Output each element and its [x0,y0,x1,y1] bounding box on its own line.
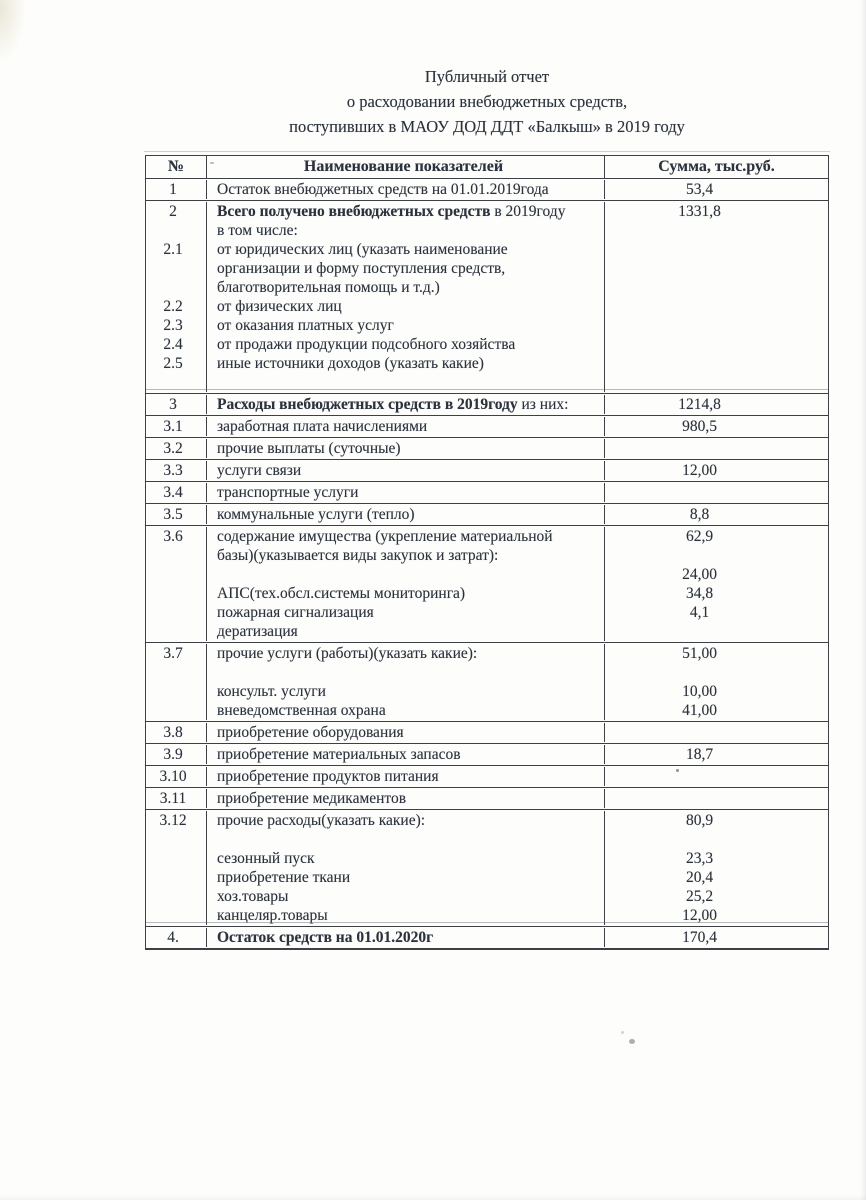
row-number-line [146,701,200,720]
amount-line [605,278,794,297]
amount-line [605,622,794,641]
row-number-line: 3 [169,396,177,413]
amount-line: 51,00 [682,645,717,662]
row-number-line: 2.1 [163,241,183,258]
indicator-name-line: базы)(указывается виды закупок и затрат): [217,547,499,564]
table-row [146,504,828,526]
row-number-cell [146,505,207,524]
indicator-name-cell [207,439,605,458]
indicator-name-cell [207,395,605,414]
row-number-line: 3.10 [159,768,187,785]
amount-cell [605,180,828,199]
indicator-name-line: хоз.товары [217,888,289,905]
row-number-cell [146,527,207,641]
table-row [146,927,828,948]
indicator-name-line [217,830,600,849]
indicator-name-line: от юридических лиц (указать наименование [217,241,508,258]
amount-cell [605,461,828,480]
row-number-line: 3.7 [163,645,183,662]
indicator-name-line: приобретение оборудования [217,724,404,741]
row-number-line: 3.1 [163,418,183,435]
indicator-name-line: Остаток средств на 01.01.2020г [217,929,434,946]
table-row [146,416,828,438]
indicator-name-cell [207,505,605,524]
amount-line [605,316,794,335]
row-number-cell [146,439,207,458]
amount-line [605,789,794,808]
row-number-line: 3.2 [163,440,183,457]
table-row [146,394,828,416]
table-row [146,643,828,722]
amount-line [605,546,794,565]
indicator-name-line: канцеляр.товары [217,907,328,924]
row-number-line: 2 [169,203,177,220]
amount-cell [605,483,828,502]
row-number-cell [146,180,207,199]
row-number-cell [146,745,207,764]
amount-line: 41,00 [682,702,717,719]
row-number-line: 3.3 [163,462,183,479]
amount-cell [605,928,828,947]
row-number-cell [146,789,207,808]
row-number-line: 2.2 [163,298,183,315]
indicator-name-line [217,663,600,682]
row-number-line [146,830,200,849]
row-number-line [146,868,200,887]
indicator-name-line: Остаток внебюджетных средств на 01.01.2019года [217,181,549,198]
row-number-line: 3.12 [159,812,187,829]
header-number: № [146,156,207,178]
row-number-line: 3.4 [163,484,183,501]
amount-line: 170,4 [682,929,717,946]
row-number-line [146,584,200,603]
row-number-line: 3.5 [163,506,183,523]
amount-line: 62,9 [685,528,714,545]
amount-cell [605,417,828,436]
indicator-name-cell [207,928,605,947]
indicator-name-cell [207,483,605,502]
table-row [146,460,828,482]
amount-line: 980,5 [682,418,717,435]
indicator-name-line: вневедомственная охрана [217,702,386,719]
amount-line: 12,00 [682,907,717,924]
scan-speck [629,1039,635,1044]
row-number-cell [146,461,207,480]
amount-cell [605,644,828,720]
indicator-name-cell [207,202,605,392]
indicator-name-line: в том числе: [217,222,298,239]
amount-line [605,439,794,458]
table-row [146,438,828,460]
indicator-name-cell [207,417,605,436]
amount-line [605,335,794,354]
amount-line [605,830,794,849]
indicator-name-line: прочие услуги (работы)(указать какие): [217,645,478,662]
indicator-name-line: благотворительная помощь и т.д.) [217,279,440,296]
row-number-cell [146,767,207,786]
amount-cell [605,202,828,392]
indicator-name-line: иные источники доходов (указать какие) [217,355,484,372]
indicator-name-line: прочие расходы(указать какие): [217,812,426,829]
amount-line: 10,00 [682,683,717,700]
table-row [146,526,828,643]
amount-line [605,483,794,502]
row-number-line: 2.5 [163,355,183,372]
amount-line: 24,00 [682,566,717,583]
amount-line [605,297,794,316]
table-row [146,788,828,810]
row-number-line [146,221,200,240]
indicator-name-cell [207,789,605,808]
amount-line: 53,4 [685,181,714,198]
report-title [120,64,854,139]
row-number-line: 3.8 [163,724,183,741]
amount-line: 8,8 [689,506,710,523]
indicator-name-line: приобретение материальных запасов [217,746,461,763]
indicator-name-line: от оказания платных услуг [217,317,394,334]
table-row [146,179,828,201]
row-number-line [146,849,200,868]
row-number-cell [146,928,207,947]
amount-line: 18,7 [685,746,714,763]
amount-line [605,259,794,278]
table-row [146,744,828,766]
row-number-cell [146,417,207,436]
row-number-line [146,603,200,622]
amount-cell [605,789,828,808]
header-indicator-name: Наименование показателей [207,156,605,178]
table-row [146,482,828,504]
report-title-line-1: Публичный отчет [424,67,550,86]
indicator-name-line [217,565,600,584]
scan-smudge-corner [0,0,26,64]
indicator-name-cell [207,180,605,199]
indicator-name-line: консульт. услуги [217,683,326,700]
row-number-line [146,278,200,297]
indicator-name-line: пожарная сигнализация [217,604,374,621]
indicator-name-line: заработная плата начислениями [217,418,428,435]
amount-cell [605,505,828,524]
amount-cell [605,527,828,641]
indicator-name-cell [207,745,605,764]
amount-cell [605,811,828,925]
report-title-line-3: поступивших в МАОУ ДОД ДДТ «Балкыш» в 2019 году [289,117,685,136]
indicator-name-cell [207,767,605,786]
row-number-cell [146,395,207,414]
amount-line [605,240,794,259]
row-number-line [146,546,200,565]
amount-line [605,663,794,682]
row-number-line: 2.4 [163,336,183,353]
amount-line [605,767,794,786]
indicator-name-cell [207,461,605,480]
amount-line: 25,2 [685,888,714,905]
report-title-line-2: о расходовании внебюджетных средств, [346,92,628,111]
row-number-cell [146,202,207,392]
indicator-name-line: сезонный пуск [217,850,315,867]
amount-cell [605,745,828,764]
row-number-line [146,663,200,682]
amount-line: 4,1 [689,604,710,621]
row-number-line: 4. [167,929,179,946]
row-number-line [146,565,200,584]
row-number-line: 3.9 [163,746,183,763]
table-row [146,766,828,788]
report-table-body [146,179,828,948]
indicator-name-cell [207,811,605,925]
indicator-name-line: транспортные услуги [217,484,359,501]
indicator-name-cell [207,644,605,720]
row-number-line: 1 [169,181,177,198]
row-number-cell [146,644,207,720]
amount-cell [605,439,828,458]
amount-cell [605,723,828,742]
amount-cell [605,767,828,786]
amount-line [605,723,794,742]
indicator-name-line: услуги связи [217,462,302,479]
row-number-line [146,259,200,278]
indicator-name-cell [207,723,605,742]
table-row [146,810,828,927]
amount-line: 23,3 [685,850,714,867]
amount-line: 12,00 [682,462,717,479]
row-number-cell [146,723,207,742]
indicator-name-line: коммунальные услуги (тепло) [217,506,415,523]
table-header-row [146,156,828,179]
table-row [146,722,828,744]
indicator-name-line: содержание имущества (укрепление материальной [217,528,553,545]
amount-line: 1214,8 [678,396,721,413]
amount-cell [605,395,828,414]
amount-line: 1331,8 [678,203,721,220]
indicator-name-line: приобретение медикаментов [217,790,407,807]
indicator-name-line: организации и форму поступления средств, [217,260,506,277]
indicator-name-line: от физических лиц [217,298,342,315]
row-number-cell [146,483,207,502]
indicator-name-line: приобретение продуктов питания [217,768,439,785]
row-number-line: 3.6 [163,528,183,545]
indicator-name-cell [207,527,605,641]
row-number-cell [146,811,207,925]
amount-line: 20,4 [685,869,714,886]
amount-line [605,221,794,240]
header-sum: Сумма, тыс.руб. [658,158,775,175]
row-number-line [146,622,200,641]
indicator-name-line: приобретение ткани [217,869,351,886]
row-number-line [146,887,200,906]
indicator-name-line: АПС(тех.обсл.системы мониторинга) [217,585,466,602]
indicator-name-line: прочие выплаты (суточные) [217,440,401,457]
report-table [145,155,829,950]
indicator-name-line: Расходы внебюджетных средств в 2019году из них: [217,396,569,413]
amount-line: 80,9 [685,812,714,829]
amount-line [605,354,794,373]
scan-speck [621,1031,624,1034]
indicator-name-line: Всего получено внебюджетных средств в 2019году [217,203,566,220]
amount-line: 34,8 [685,585,714,602]
row-number-line [146,682,200,701]
row-number-line: 2.3 [163,317,183,334]
indicator-name-line: от продажи продукции подсобного хозяйства [217,336,516,353]
table-row [146,201,828,394]
row-number-line: 3.11 [159,790,187,807]
indicator-name-line: дератизация [217,623,298,640]
